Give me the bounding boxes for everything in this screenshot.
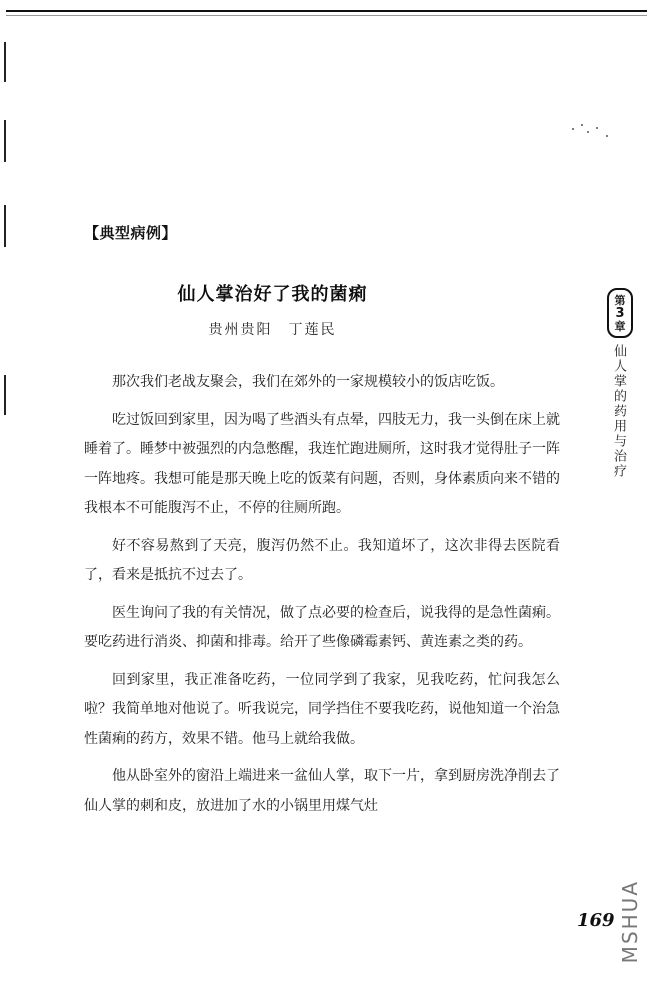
chapter-suffix: 章 (614, 319, 626, 333)
paragraph: 那次我们老战友聚会，我们在郊外的一家规模较小的饭店吃饭。 (112, 374, 504, 390)
scan-speckle (596, 127, 598, 129)
paragraph: 吃过饭回到家里，因为喝了些酒头有点晕，四肢无力，我一头倒在床上就睡着了。睡梦中被强烈的内急憋醒，我连忙跑进厕所，这时我才觉得肚子一阵一阵地疼。我想可能是那天晚上吃的饭菜有问题，否则，身体素质向来不错的我根本不可能腹泻不止，不停的往厕所跑。 (84, 411, 560, 516)
paragraph: 好不容易熬到了天亮，腹泻仍然不止。我知道坏了，这次非得去医院看了，看来是抵抗不过去了。 (84, 537, 560, 583)
article-byline: 贵州贵阳 丁莲民 (208, 322, 337, 338)
chapter-tab (607, 288, 633, 338)
header-rule (6, 10, 647, 12)
article-body (84, 368, 560, 829)
paragraph: 医生询问了我的有关情况，做了点必要的检查后，说我得的是急性菌痢。要吃药进行消炎、抑菌和排毒。给开了些像磷霉素钙、黄连素之类的药。 (84, 604, 560, 650)
chapter-prefix: 第 (614, 293, 626, 307)
chapter-number: 3 (615, 305, 625, 321)
scan-speckle (581, 124, 583, 126)
chapter-title: 仙人掌的药用与治疗 (611, 344, 626, 479)
paragraph: 回到家里，我正准备吃药，一位同学到了我家，见我吃药，忙问我怎么啦？我简单地对他说了。听我说完，同学挡住不要我吃药，说他知道一个治急性菌痢的药方，效果不错。他马上就给我做。 (84, 671, 560, 747)
scan-margin-mark (4, 375, 6, 415)
scan-margin-mark (4, 120, 6, 162)
section-label: 【典型病例】 (84, 224, 178, 242)
paragraph: 他从卧室外的窗沿上端进来一盆仙人掌，取下一片，拿到厨房洗净削去了仙人掌的刺和皮，放进加了水的小锅里用煤气灶 (84, 768, 560, 814)
scan-speckle (587, 131, 589, 133)
scan-margin-mark (4, 205, 6, 247)
article-title: 仙人掌治好了我的菌痢 (177, 284, 368, 305)
page-number: 169 (577, 910, 615, 931)
scan-speckle (572, 128, 574, 130)
header-rule-thin (6, 15, 647, 16)
watermark: MSHUA (618, 880, 642, 964)
scan-margin-mark (4, 42, 6, 82)
scan-speckle (606, 135, 608, 137)
